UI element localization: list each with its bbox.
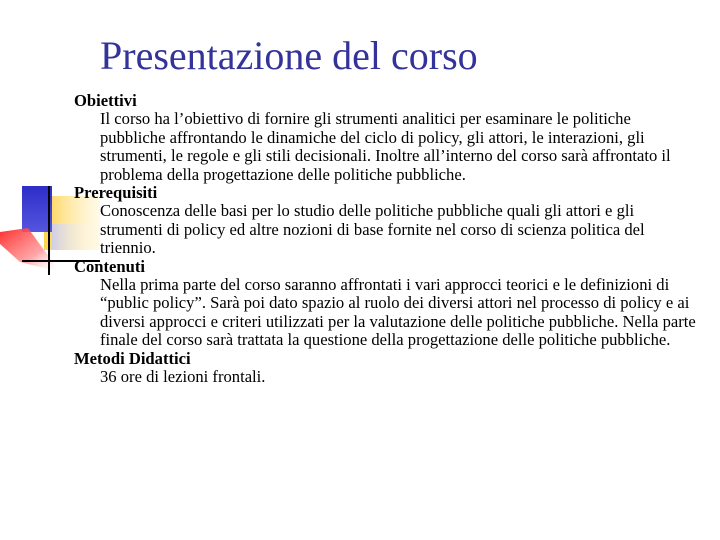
section-heading: Prerequisiti	[74, 183, 158, 203]
section-text: 36 ore di lezioni frontali.	[100, 367, 266, 387]
section-text: Nella prima parte del corso saranno affrontati i vari approcci teorici e le definizioni di “public policy”. Sarà poi dato spazio al ruolo dei diversi attori nel processo di policy e ai diversi approcci e criteri utilizzati per la valutazione delle politiche pubbliche. Nella parte finale del corso sarà trattata la questione della progettazione delle politiche pubbliche.	[100, 275, 696, 350]
section-heading: Contenuti	[74, 256, 145, 276]
slide-content	[74, 92, 699, 387]
section-metodi-didattici	[74, 350, 699, 387]
section-contenuti	[74, 258, 699, 350]
section-heading: Obiettivi	[74, 91, 137, 110]
section-text: Il corso ha l’obiettivo di fornire gli strumenti analitici per esaminare le politiche pubbliche affrontando le dinamiche del ciclo di policy, gli attori, le interazioni, gli strumenti, le regole e gli stili decisionali. Inoltre all’interno del corso sarà affrontato il problema della progettazione delle politiche pubbliche.	[100, 109, 671, 184]
section-obiettivi	[74, 92, 699, 184]
section-prerequisiti	[74, 184, 699, 258]
section-text: Conoscenza delle basi per lo studio delle politiche pubbliche quali gli attori e gli strumenti di policy ed altre nozioni di base fornite nel corso di scienza politica del triennio.	[100, 201, 645, 258]
section-heading: Metodi Didattici	[74, 348, 191, 368]
slide-title: Presentazione del corso	[100, 33, 478, 78]
deco-blue-block	[22, 186, 52, 232]
